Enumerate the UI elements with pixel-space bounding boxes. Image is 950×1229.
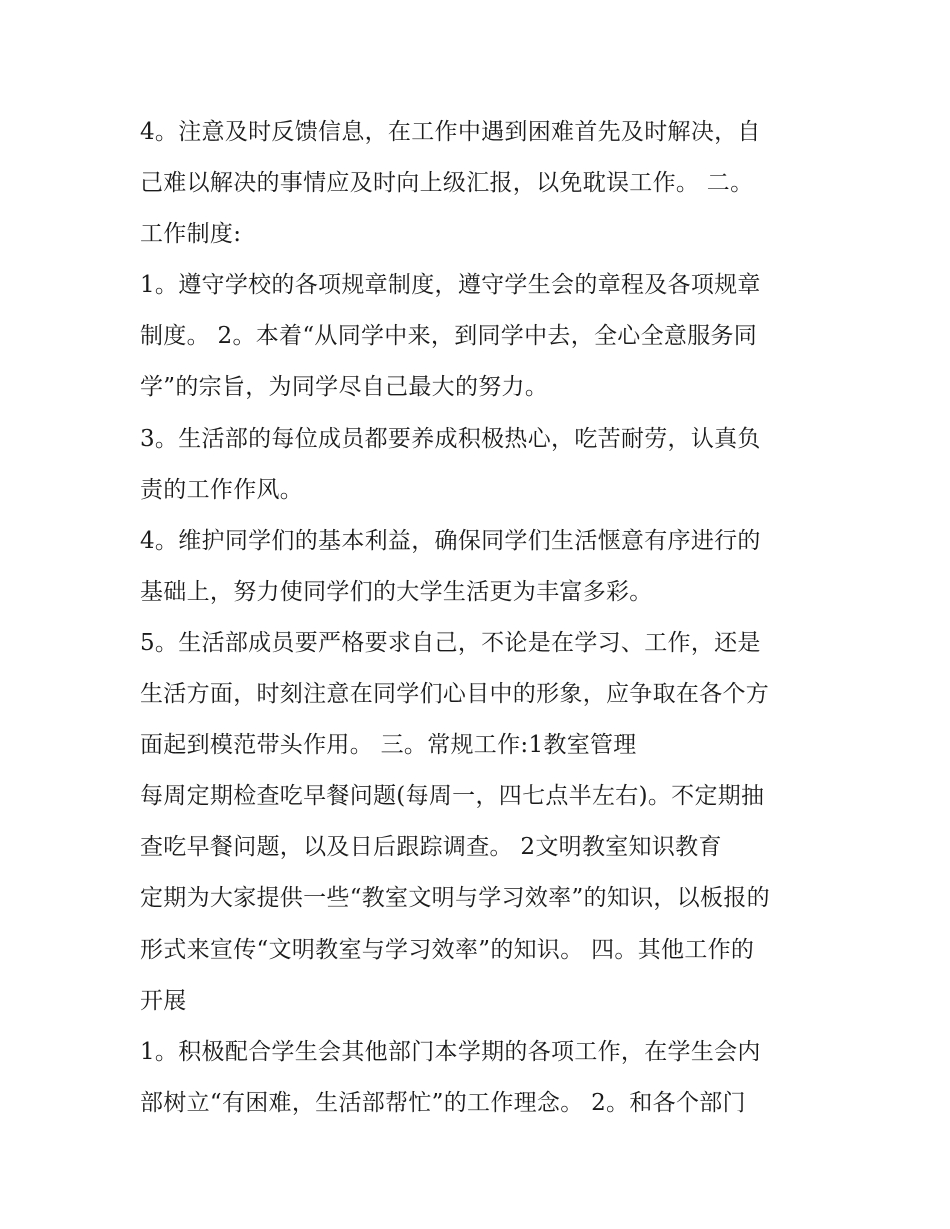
text-line-16: 定期为大家提供一些“教室文明与学习效率”的知识，以板报的: [140, 885, 770, 912]
text-line-12: 生活方面，时刻注意在同学们心目中的形象，应争取在各个方: [140, 681, 770, 708]
text-line-13: 面起到模范带头作用。 三。常规工作:1教室管理: [140, 732, 637, 759]
text-line-18: 开展: [140, 987, 187, 1014]
text-line-9: 4。维护同学们的基本利益，确保同学们生活惬意有序进行的: [140, 527, 761, 554]
text-line-5: 制度。 2。本着“从同学中来，到同学中去，全心全意服务同: [140, 323, 758, 350]
text-line-1: 4。注意及时反馈信息，在工作中遇到困难首先及时解决，自: [140, 119, 761, 145]
text-line-8: 责的工作作风。: [140, 476, 304, 503]
text-line-15: 查吃早餐问题，以及日后跟踪调查。 2文明教室知识教育: [140, 834, 722, 861]
text-line-7: 3。生活部的每位成员都要养成积极热心，吃苦耐劳，认真负: [140, 425, 761, 452]
text-line-10: 基础上，努力使同学们的大学生活更为丰富多彩。: [140, 578, 653, 605]
text-line-19: 1。积极配合学生会其他部门本学期的各项工作，在学生会内: [140, 1038, 761, 1065]
text-line-17: 形式来宣传“文明教室与学习效率”的知识。 四。其他工作的: [140, 936, 755, 963]
text-line-2: 己难以解决的事情应及时向上级汇报，以免耽误工作。 二。: [140, 170, 754, 197]
text-line-3: 工作制度:: [140, 221, 242, 248]
text-line-14: 每周定期检查吃早餐问题(每周一，四七点半左右)。不定期抽: [140, 783, 765, 810]
text-line-20: 部树立“有困难，生活部帮忙”的工作理念。 2。和各个部门: [140, 1089, 746, 1116]
text-line-11: 5。生活部成员要严格要求自己，不论是在学习、工作，还是: [140, 629, 761, 656]
document-body: [140, 107, 820, 1129]
text-line-6: 学”的宗旨，为同学尽自己最大的努力。: [140, 374, 549, 401]
text-line-4: 1。遵守学校的各项规章制度，遵守学生会的章程及各项规章: [140, 272, 761, 299]
